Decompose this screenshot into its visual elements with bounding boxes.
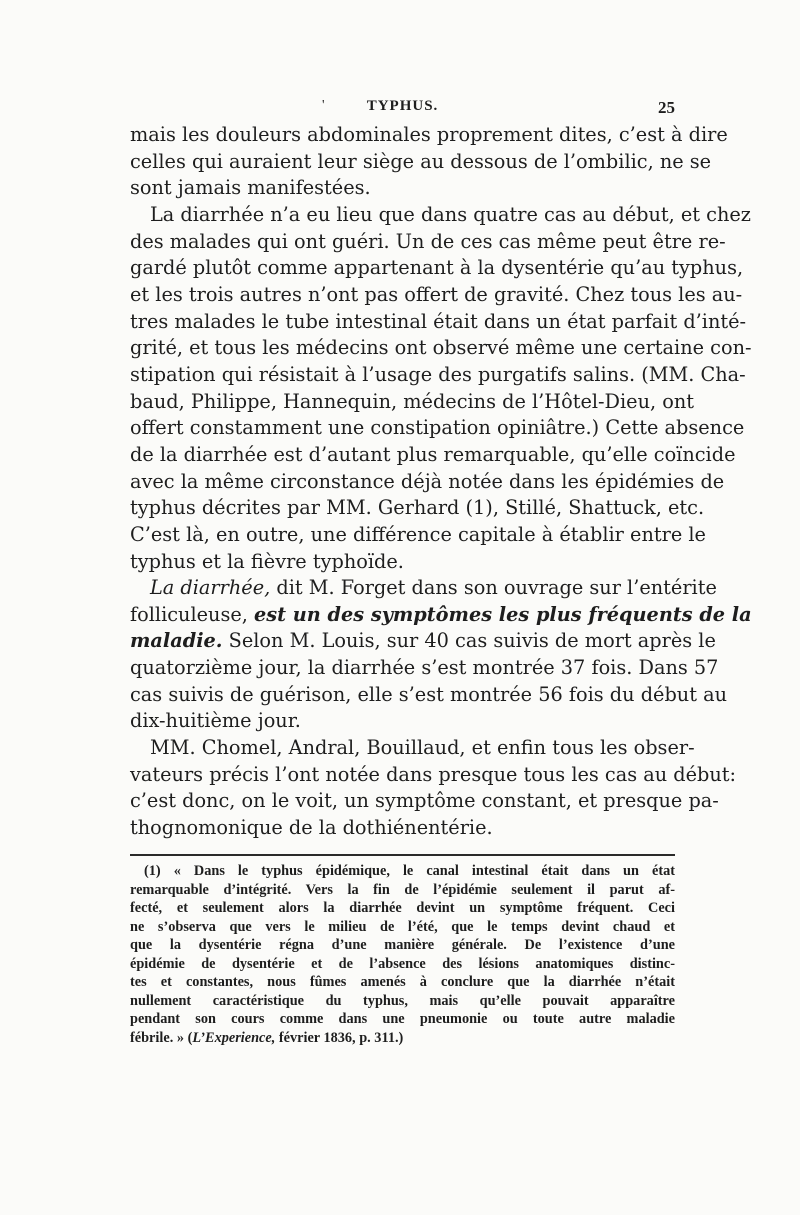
text-line: dix-huitième jour.	[130, 709, 301, 733]
text-line: quatorzième jour, la diarrhée s’est montrée 37 fois. Dans 57	[130, 656, 719, 680]
footnote-line: fecté, et seulement alors la diarrhée devint un symptôme fréquent. Ceci	[130, 900, 675, 916]
italic-term: La diarrhée,	[150, 576, 271, 600]
text-line: sont jamais manifestées.	[130, 176, 371, 200]
text-span: Selon M. Louis, sur 40 cas suivis de mort après le	[222, 629, 716, 653]
footnote-line: que la dysentérie régna d’une manière générale. De l’existence d’une	[130, 937, 675, 953]
body-text	[130, 122, 752, 842]
text-line: stipation qui résistait à l’usage des purgatifs salins. (MM. Cha-	[130, 362, 746, 386]
text-span: folliculeuse,	[130, 602, 255, 626]
footnote-line: nullement caractéristique du typhus, mais qu’elle pouvait apparaître	[130, 992, 675, 1009]
text-span: fébrile. » (	[130, 1029, 193, 1046]
footnote-line: tes et constantes, nous fûmes amenés à conclure que la diarrhée n’était	[130, 974, 675, 990]
text-line: MM. Chomel, Andral, Bouillaud, et enfin tous les obser-	[150, 736, 695, 760]
footnote-line: (1) « Dans le typhus épidémique, le canal intestinal était dans un état	[144, 863, 675, 879]
emphasized-quote: est un des symptômes les plus fréquents de la	[254, 602, 752, 626]
header-mark: '	[322, 98, 325, 113]
text-line	[130, 575, 717, 602]
footnote-separator	[130, 854, 675, 856]
text-line: thognomonique de la dothiénentérie.	[130, 816, 493, 840]
text-line: C’est là, en outre, une différence capitale à établir entre le	[130, 522, 706, 546]
text-span: février 1836, p. 311.)	[275, 1029, 404, 1046]
text-line: de la diarrhée est d’autant plus remarquable, qu’elle coïncide	[130, 442, 736, 466]
running-header	[130, 98, 675, 122]
emphasized-quote: maladie.	[130, 629, 223, 653]
footnote-line: remarquable d’intégrité. Vers la fin de l’épidémie seulement il parut af-	[130, 881, 675, 898]
text-line: cas suivis de guérison, elle s’est montrée 56 fois du début au	[130, 682, 728, 706]
text-line	[130, 628, 716, 655]
running-title: TYPHUS.	[366, 98, 439, 114]
text-line: tres malades le tube intestinal était dans un état parfait d’inté-	[130, 309, 747, 333]
footnote-line	[130, 1029, 675, 1048]
text-line: offert constamment une constipation opiniâtre.) Cette absence	[130, 416, 745, 440]
text-line: celles qui auraient leur siège au dessous de l’ombilic, ne se	[130, 149, 712, 173]
footnote	[130, 862, 675, 1047]
text-line: mais les douleurs abdominales proprement dites, c’est à dire	[130, 123, 728, 146]
text-line	[130, 602, 752, 629]
text-line: avec la même circonstance déjà notée dans les épidémies de	[130, 469, 725, 493]
footnote-line: pendant son cours comme dans une pneumonie ou toute autre maladie	[130, 1011, 675, 1027]
text-span: dit M. Forget dans son ouvrage sur l’entérite	[270, 576, 717, 600]
text-line: des malades qui ont guéri. Un de ces cas même peut être re-	[130, 229, 726, 253]
text-line: typhus et la fièvre typhoïde.	[130, 549, 404, 573]
text-line: La diarrhée n’a eu lieu que dans quatre cas au début, et chez	[150, 202, 751, 226]
page-number: 25	[658, 98, 675, 117]
footnote-line: ne s’observa que vers le milieu de l’été, que le temps devint chaud et	[130, 918, 675, 935]
text-line: vateurs précis l’ont notée dans presque tous les cas au début:	[130, 762, 737, 786]
text-line: gardé plutôt comme appartenant à la dysentérie qu’au typhus,	[130, 256, 744, 280]
text-line: c’est donc, on le voit, un symptôme constant, et presque pa-	[130, 789, 719, 813]
text-line: grité, et tous les médecins ont observé même une certaine con-	[130, 336, 752, 360]
footnote-line: épidémie de dysentérie et de l’absence des lésions anatomiques distinc-	[130, 955, 675, 972]
journal-title: L’Experience,	[192, 1029, 276, 1046]
text-line: baud, Philippe, Hannequin, médecins de l’Hôtel-Dieu, ont	[130, 389, 695, 413]
text-line: typhus décrites par MM. Gerhard (1), Stillé, Shattuck, etc.	[130, 496, 705, 520]
text-line: et les trois autres n’ont pas offert de gravité. Chez tous les au-	[130, 282, 743, 306]
